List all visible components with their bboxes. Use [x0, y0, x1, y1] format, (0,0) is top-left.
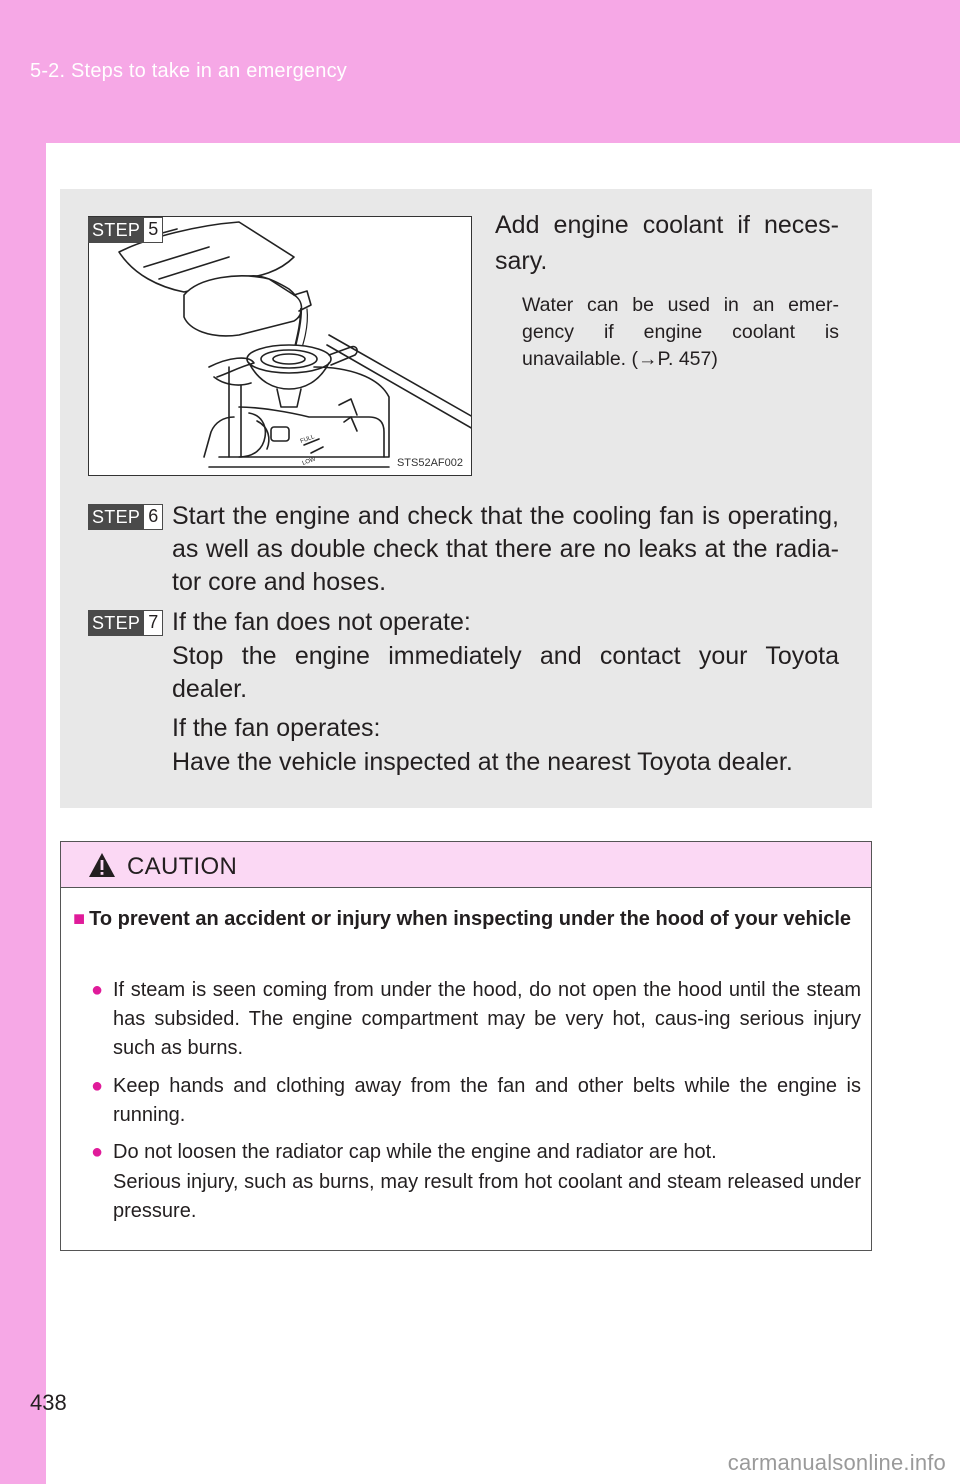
step-5-text: Add engine coolant if neces-sary. — [495, 211, 839, 275]
caution-item — [91, 1138, 861, 1167]
step-badge-number: 6 — [143, 504, 163, 530]
step-badge-number: 5 — [143, 217, 163, 243]
step-7-line-1: If the fan does not operate: — [172, 608, 471, 636]
step-6-text: Start the engine and check that the cooling fan is operating, as well as double check that there are no leaks at the radia-tor core and hoses. — [172, 502, 839, 596]
page-number: 438 — [30, 1390, 67, 1415]
caution-title: CAUTION — [127, 853, 238, 880]
step-7-line-2: Stop the engine immediately and contact your Toyota dealer. — [172, 642, 839, 703]
caution-item-text: Keep hands and clothing away from the fan and other belts while the engine is running. — [113, 1075, 861, 1126]
watermark: carmanualsonline.info — [727, 1450, 946, 1475]
step-6-badge — [88, 504, 163, 530]
figure-code: STS52AF002 — [396, 457, 463, 469]
caution-item-text: If steam is seen coming from under the hood, do not open the hood until the steam has subsided. The engine compartment may be very hot, caus-ing serious injury such as burns. — [113, 979, 861, 1059]
section-title: 5-2. Steps to take in an emergency — [30, 60, 347, 82]
low-mark: LOW — [301, 456, 317, 467]
coolant-illustration — [88, 216, 472, 476]
bullet-icon: ● — [91, 1141, 104, 1163]
caution-box — [60, 841, 872, 1251]
coolant-pour-drawing — [89, 217, 472, 476]
caution-heading-text: To prevent an accident or injury when inspecting under the hood of your vehicle — [89, 908, 852, 930]
bullet-icon: ● — [91, 1075, 104, 1097]
step-5-note: Water can be used in an emer-gency if engine coolant is unavailable. (→P. 457) — [522, 294, 839, 370]
header-band — [0, 0, 960, 143]
caution-item-continuation — [91, 1168, 861, 1226]
caution-item — [91, 1072, 861, 1130]
caution-header — [61, 842, 871, 888]
step-7-badge — [88, 610, 163, 636]
heading-marker-icon: ■ — [73, 908, 86, 930]
caution-item — [91, 976, 861, 1063]
step-badge-number: 7 — [143, 610, 163, 636]
step-badge-word: STEP — [88, 217, 143, 243]
step-7-line-3: If the fan operates: — [172, 714, 381, 742]
warning-icon — [87, 851, 117, 879]
step-7-line-4: Have the vehicle inspected at the nearest Toyota dealer. — [172, 748, 793, 776]
full-mark: FULL — [299, 434, 316, 445]
caution-heading — [73, 904, 861, 934]
caution-item-text: Do not loosen the radiator cap while the engine and radiator are hot. — [113, 1141, 717, 1163]
step-badge-word: STEP — [88, 504, 143, 530]
caution-item-text: Serious injury, such as burns, may result from hot coolant and steam released under pressure. — [113, 1171, 861, 1222]
step-badge-word: STEP — [88, 610, 143, 636]
side-band — [0, 143, 46, 1484]
step-5-badge — [88, 217, 163, 243]
bullet-icon: ● — [91, 979, 104, 1001]
